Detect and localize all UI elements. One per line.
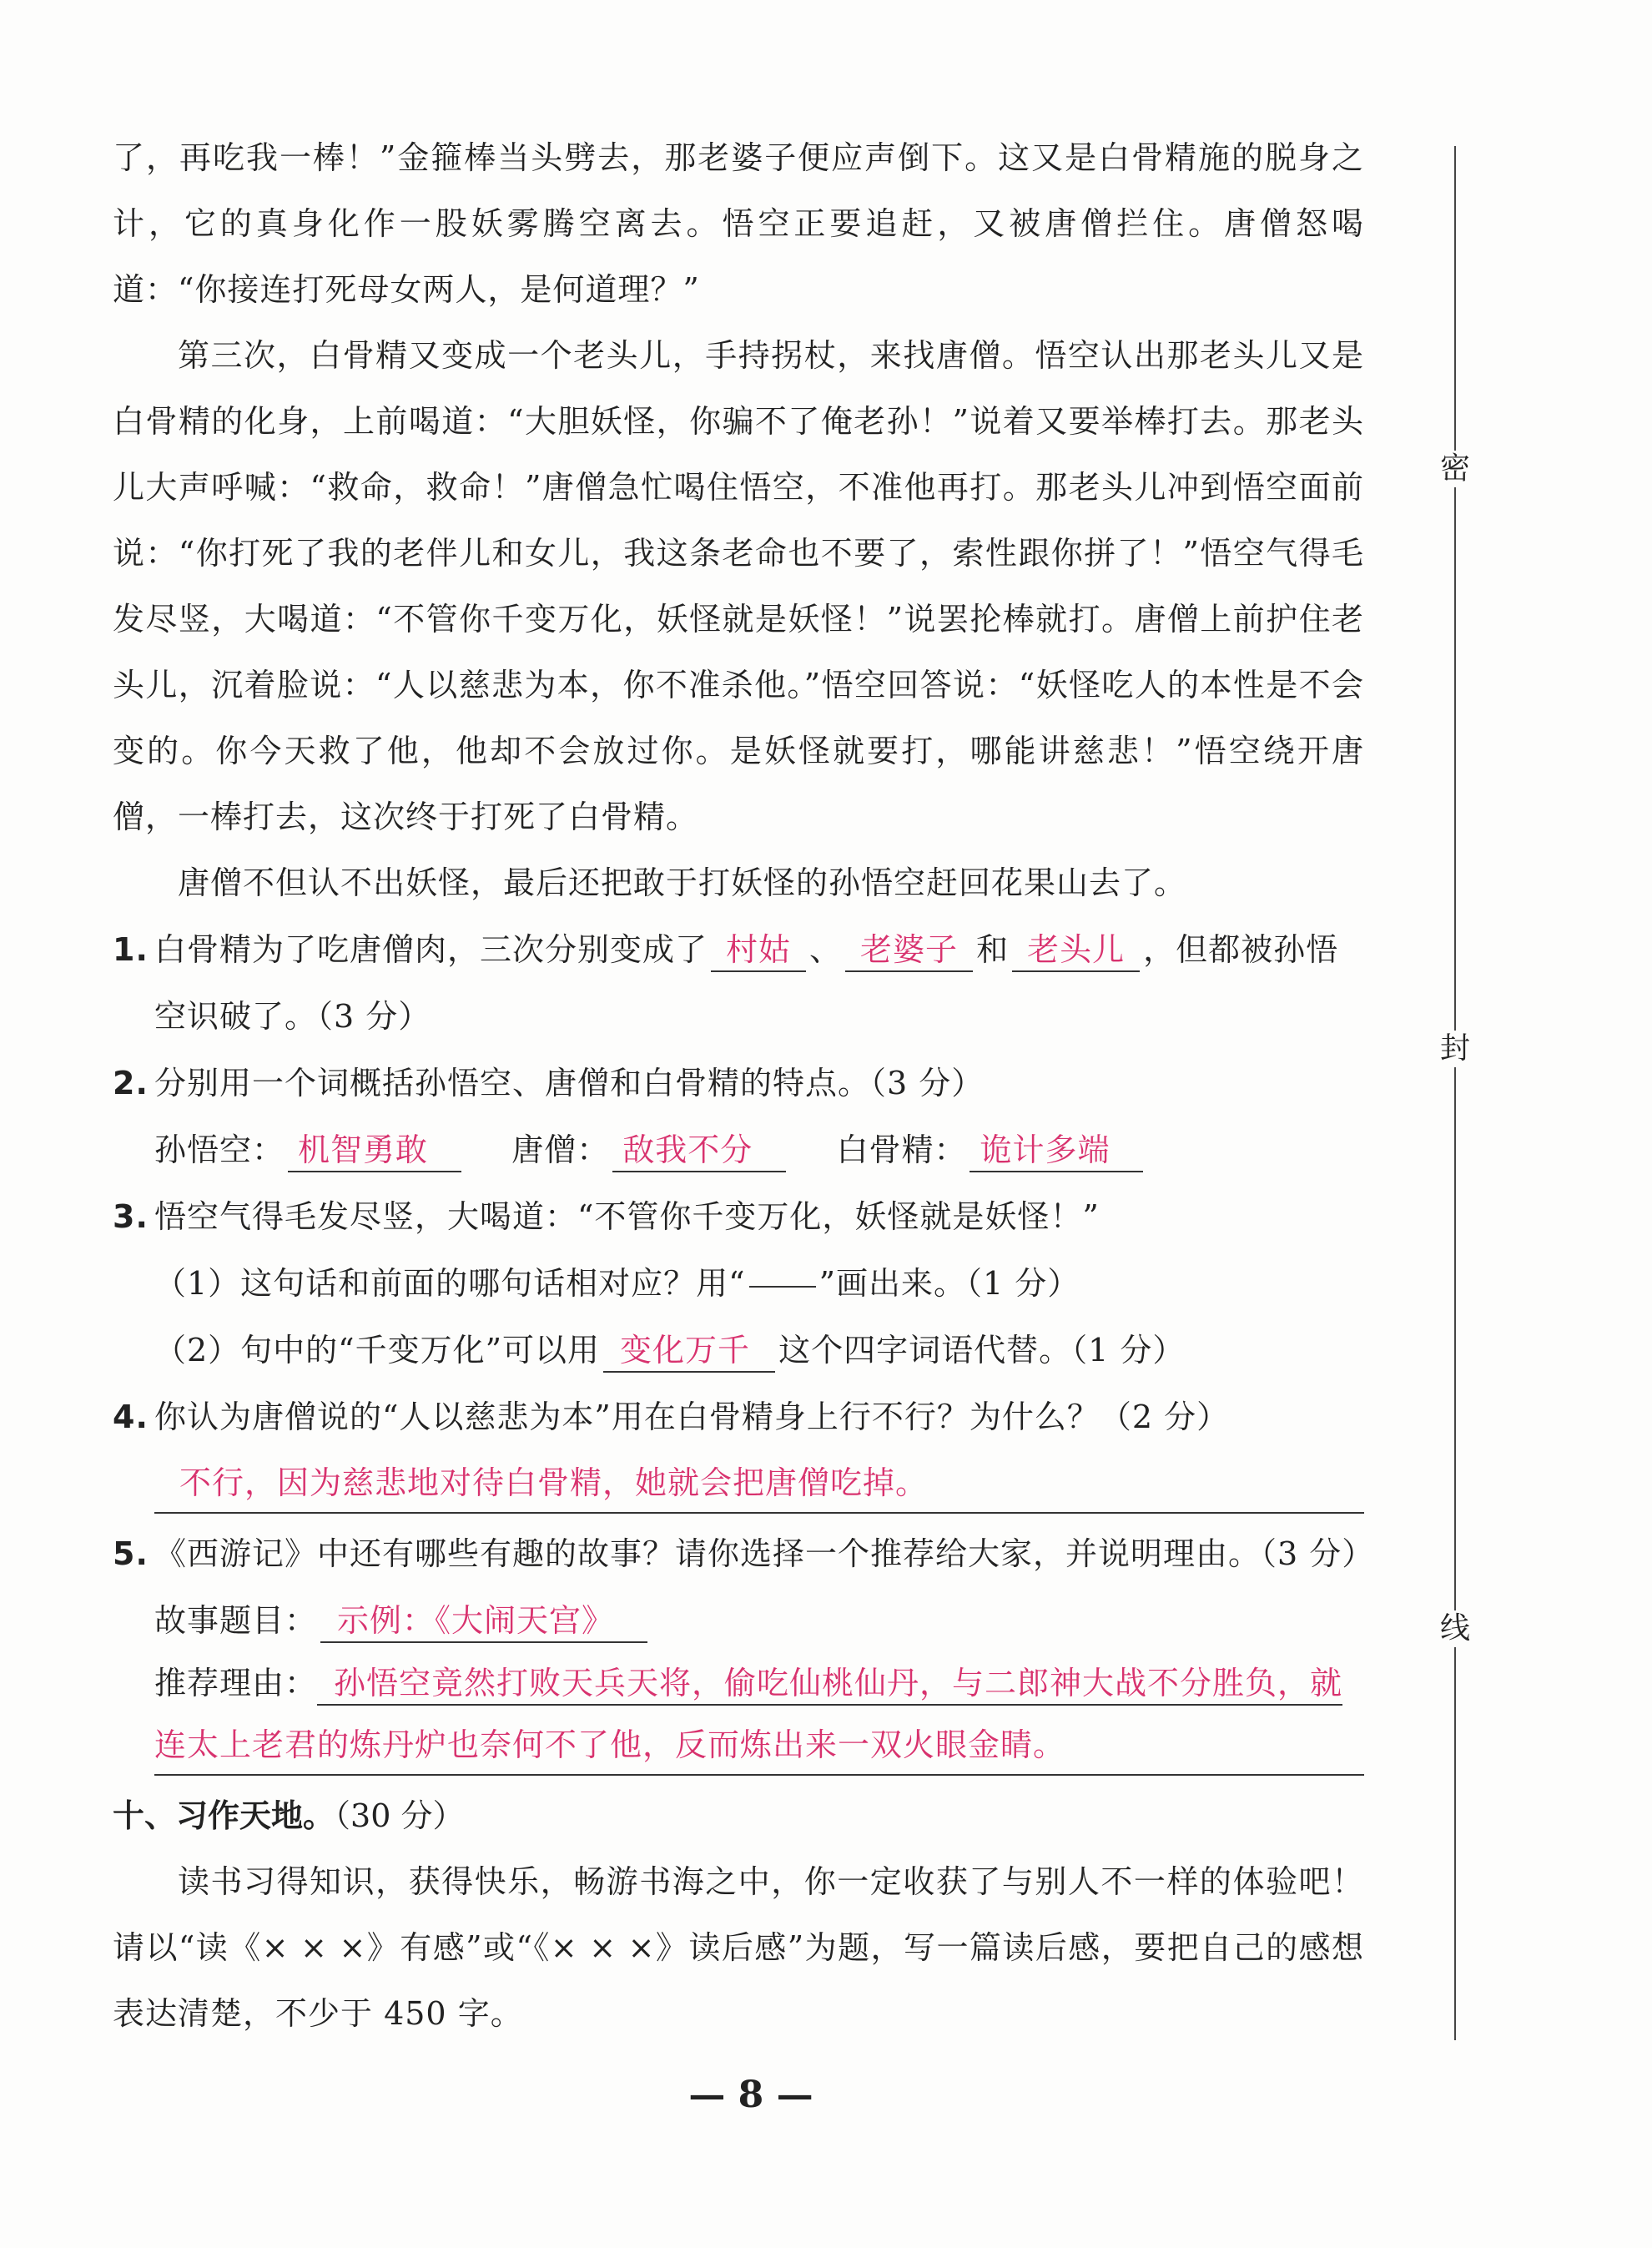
answer-blank[interactable]: 村姑 [711, 930, 806, 972]
answer-label: 故事题目： [154, 1602, 318, 1639]
binding-mark: 线 [1437, 1610, 1473, 1647]
answer-label: 推荐理由： [154, 1665, 318, 1701]
question-number: 3. [113, 1198, 149, 1235]
answer-blank[interactable]: 变化万千 [603, 1331, 775, 1373]
answer-blank[interactable]: 老头儿 [1012, 930, 1140, 972]
separator: 、 [809, 931, 843, 968]
passage-paragraph: 唐僧不但认不出妖怪，最后还把敢于打妖怪的孙悟空赶回花果山去了。 [178, 864, 1187, 901]
binding-mark: 密 [1437, 451, 1473, 487]
section-title: 十、习作天地。 [113, 1797, 335, 1834]
question-3 [113, 1183, 1364, 1250]
answer-line[interactable]: 孙悟空竟然打败天兵天将，偷吃仙桃仙丹，与二郎神大战不分胜负，就 [317, 1664, 1342, 1706]
passage-paragraph: 了，再吃我一棒！”金箍棒当头劈去，那老婆子便应声倒下。这又是白骨精施的脱身之计，它的真身化作一股妖雾腾空离去。悟空正要追赶，又被唐僧拦住。唐僧怒喝道：“你接连打死母女两人，是何道理？” [113, 139, 1364, 308]
question-5 [113, 1520, 1375, 1587]
question-text: 《西游记》中还有哪些有趣的故事？请你选择一个推荐给大家，并说明理由。（3 分） [154, 1535, 1375, 1572]
question-5-reason-row [113, 1654, 1364, 1712]
writing-prompt: 读书习得知识，获得快乐，畅游书海之中，你一定收获了与别人不一样的体验吧！请以“读《× × ×》有感”或“《× × ×》读后感”为题，写一篇读后感，要把自己的感想表达清楚，不少于 450 字。 [113, 1863, 1364, 2032]
question-5-title-row [113, 1587, 1364, 1654]
answer-blank[interactable]: 老婆子 [845, 930, 973, 972]
binding-line [1454, 146, 1456, 2040]
answer-label: 孙悟空： [154, 1132, 285, 1168]
underline-blank [749, 1286, 816, 1288]
question-number: 5. [113, 1535, 149, 1572]
page-number: — 8 — [688, 2074, 813, 2116]
question-text: 悟空气得毛发尽竖，大喝道：“不管你千变万化，妖怪就是妖怪！” [154, 1198, 1100, 1235]
answer-line[interactable]: 不行，因为慈悲地对待白骨精，她就会把唐僧吃掉。 [154, 1454, 1364, 1514]
question-3-sub-2 [113, 1317, 1364, 1384]
question-3-sub-1 [113, 1250, 1364, 1317]
question-number: 4. [113, 1399, 149, 1435]
question-1 [113, 916, 1364, 1050]
question-text: 你认为唐僧说的“人以慈悲为本”用在白骨精身上行不行？为什么？（2 分） [154, 1399, 1230, 1435]
sub-question-text: （2）句中的“千变万化”可以用 [154, 1332, 601, 1368]
question-4 [113, 1384, 1364, 1450]
question-text: 分别用一个词概括孙悟空、唐僧和白骨精的特点。（3 分） [154, 1065, 985, 1101]
section-heading [113, 1782, 1364, 1849]
answer-blank[interactable]: 示例：《大闹天宫》 [320, 1601, 647, 1643]
question-2-answers [113, 1116, 1364, 1183]
question-text: 白骨精为了吃唐僧肉，三次分别变成了 [154, 931, 708, 968]
answer-label: 白骨精： [836, 1132, 967, 1168]
binding-mark: 封 [1437, 1031, 1473, 1067]
question-2 [113, 1050, 1364, 1116]
answer-label: 唐僧： [511, 1132, 610, 1168]
answer-blank[interactable]: 机智勇敢 [288, 1131, 461, 1172]
sub-question-text: ”画出来。（1 分） [818, 1265, 1080, 1302]
page-content [113, 125, 1375, 2047]
answer-line[interactable]: 连太上老君的炼丹炉也奈何不了他，反而炼出来一双火眼金睛。 [154, 1716, 1364, 1776]
question-number: 2. [113, 1065, 149, 1101]
question-text: ，但都被孙悟空识破了。（3 分） [154, 931, 1339, 1035]
answer-blank[interactable]: 敌我不分 [612, 1131, 786, 1172]
sub-question-text: 这个四字词语代替。（1 分） [778, 1332, 1186, 1368]
question-number: 1. [113, 931, 149, 968]
passage-paragraph: 第三次，白骨精又变成一个老头儿，手持拐杖，来找唐僧。悟空认出那老头儿又是白骨精的化身，上前喝道：“大胆妖怪，你骗不了俺老孙！”说着又要举棒打去。那老头儿大声呼喊：“救命，救命！”唐僧急忙喝住悟空，不准他再打。那老头儿冲到悟空面前说：“你打死了我的老伴儿和女儿，我这条老命也不要了，索性跟你拼了！”悟空气得毛发尽竖，大喝道：“不管你千变万化，妖怪就是妖怪！”说罢抡棒就打。唐僧上前护住老头儿，沉着脸说：“人以慈悲为本，你不准杀他。”悟空回答说：“妖怪吃人的本性是不会变的。你今天救了他，他却不会放过你。是妖怪就要打，哪能讲慈悲！”悟空绕开唐僧，一棒打去，这次终于打死了白骨精。 [113, 337, 1364, 835]
separator: 和 [976, 931, 1010, 968]
section-score: （30 分） [335, 1797, 465, 1834]
answer-blank[interactable]: 诡计多端 [970, 1131, 1143, 1172]
sub-question-text: （1）这句话和前面的哪句话相对应？用“ [154, 1265, 746, 1302]
